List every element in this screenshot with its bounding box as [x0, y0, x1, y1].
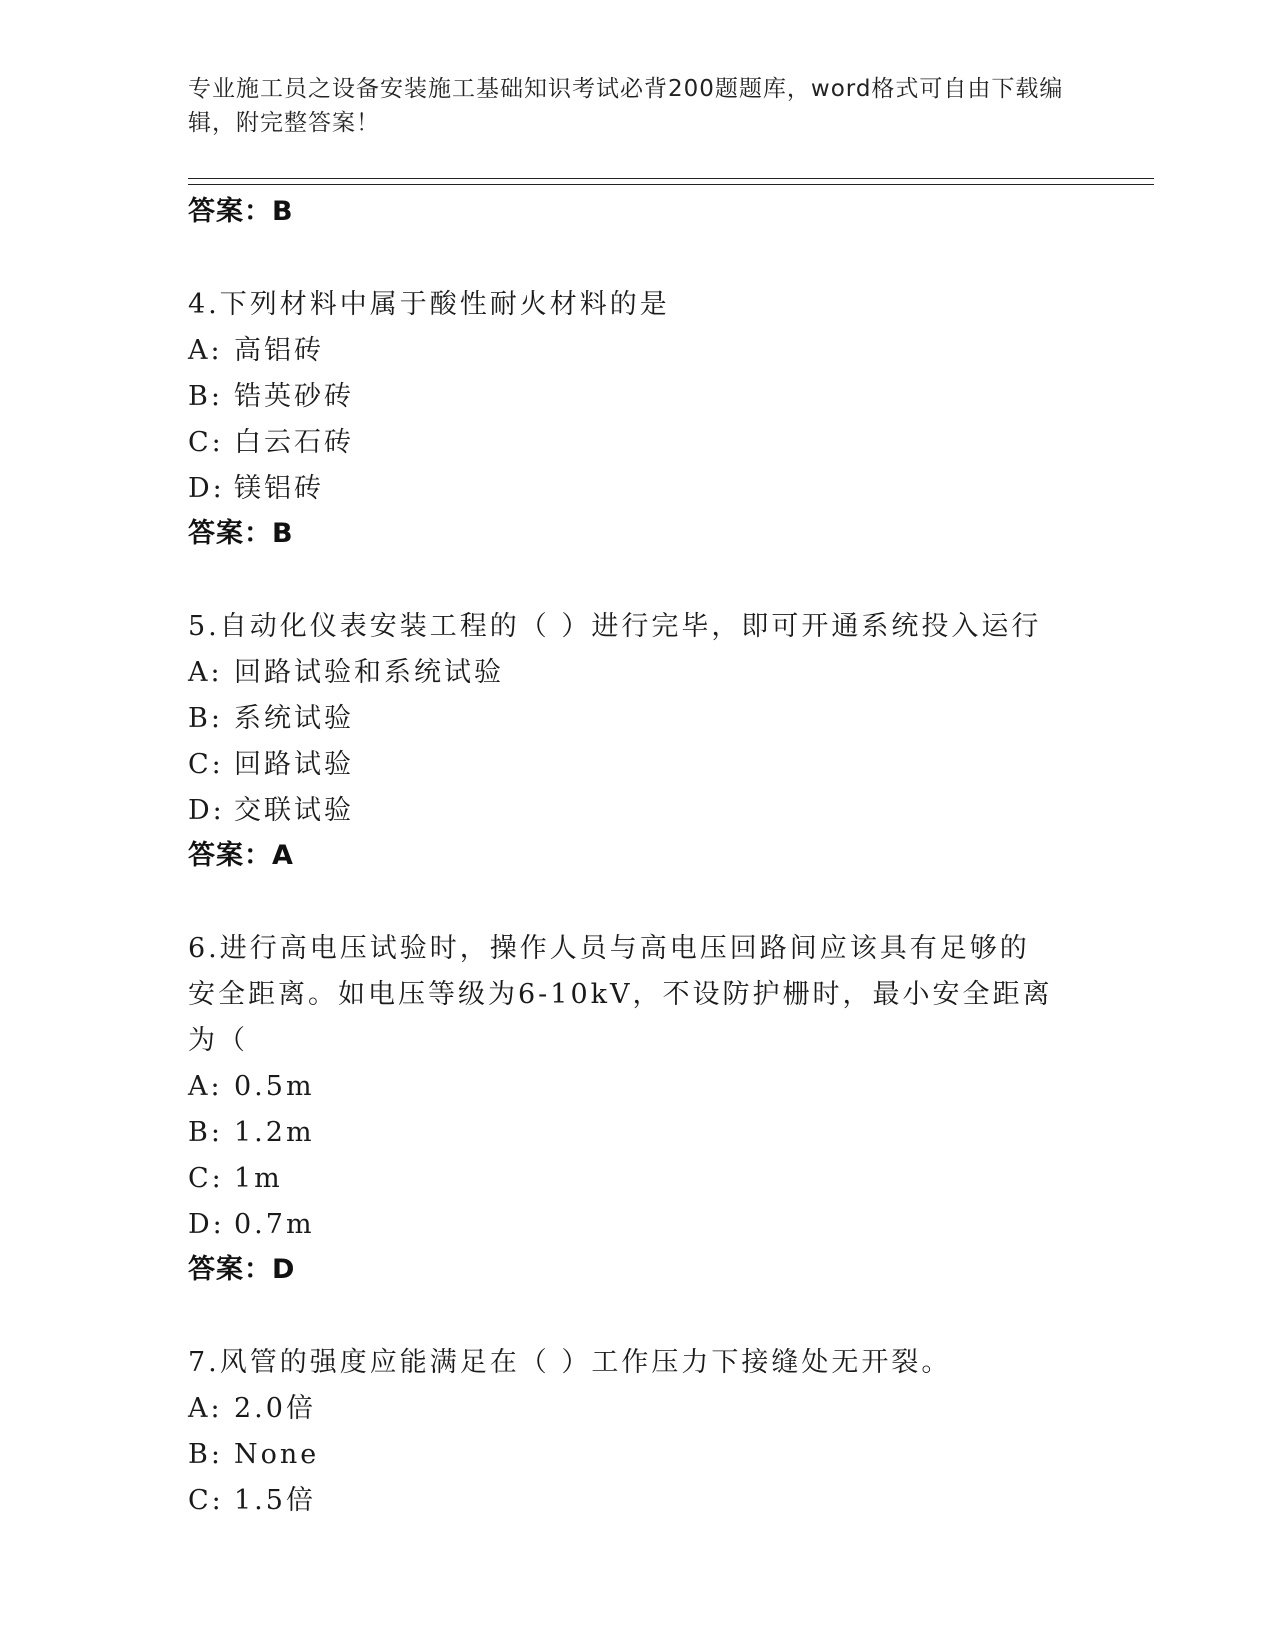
option-c [188, 1478, 1088, 1524]
option-c [188, 420, 1088, 466]
spacer [188, 1292, 1088, 1340]
option-text: 系统试验 [234, 703, 354, 734]
spacer [188, 878, 1088, 926]
option-c [188, 742, 1088, 788]
option-letter: A: [188, 657, 223, 688]
option-text: 回路试验和系统试验 [234, 657, 504, 688]
option-text: 镁铝砖 [234, 473, 324, 504]
spacer [188, 234, 1088, 282]
option-text: 交联试验 [234, 795, 354, 826]
option-b [188, 374, 1088, 420]
option-text: 锆英砂砖 [234, 381, 354, 412]
option-letter: A: [188, 1393, 223, 1424]
question-6 [188, 926, 1088, 1292]
option-letter: C: [188, 1163, 224, 1194]
question-text: 7.风管的强度应能满足在（ ）工作压力下接缝处无开裂。 [188, 1347, 952, 1378]
option-text: 回路试验 [234, 749, 354, 780]
option-letter: C: [188, 1485, 224, 1516]
question-7 [188, 1340, 1088, 1524]
option-b [188, 1110, 1088, 1156]
option-a [188, 1064, 1088, 1110]
option-d [188, 1202, 1088, 1248]
option-d [188, 466, 1088, 512]
question-list [188, 190, 1088, 1524]
option-letter: B: [188, 1117, 223, 1148]
option-a [188, 1386, 1088, 1432]
option-text: None [234, 1439, 320, 1470]
option-letter: D: [188, 1209, 225, 1240]
option-text: 0.5m [234, 1071, 315, 1102]
document-header: 专业施工员之设备安装施工基础知识考试必背200题题库，word格式可自由下载编辑，附完整答案！ [188, 76, 1064, 136]
option-text: 0.7m [234, 1209, 315, 1240]
option-letter: A: [188, 335, 223, 366]
option-letter: B: [188, 1439, 223, 1470]
option-text: 白云石砖 [234, 427, 354, 458]
question-4 [188, 282, 1088, 556]
option-letter: C: [188, 427, 224, 458]
option-a [188, 328, 1088, 374]
option-d [188, 788, 1088, 834]
option-letter: D: [188, 795, 225, 826]
option-letter: D: [188, 473, 225, 504]
spacer [188, 556, 1088, 604]
option-b [188, 1432, 1088, 1478]
question-text: 5.自动化仪表安装工程的（ ）进行完毕，即可开通系统投入运行 [188, 611, 1042, 642]
answer-line: 答案：D [188, 1254, 296, 1285]
option-letter: B: [188, 703, 223, 734]
question-5 [188, 604, 1088, 878]
option-letter: A: [188, 1071, 223, 1102]
option-letter: C: [188, 749, 224, 780]
option-letter: B: [188, 381, 223, 412]
option-text: 1m [234, 1163, 283, 1194]
question-text: 4.下列材料中属于酸性耐火材料的是 [188, 289, 670, 320]
option-b [188, 696, 1088, 742]
option-text: 1.2m [234, 1117, 315, 1148]
option-text: 1.5倍 [234, 1485, 316, 1516]
answer-line: 答案：B [188, 196, 294, 227]
option-text: 2.0倍 [234, 1393, 316, 1424]
header-divider [188, 178, 1154, 185]
option-text: 高铝砖 [234, 335, 324, 366]
option-a [188, 650, 1088, 696]
question-text: 6.进行高电压试验时，操作人员与高电压回路间应该具有足够的安全距离。如电压等级为6-10kV，不设防护栅时，最小安全距离为（ [188, 933, 1053, 1056]
option-c [188, 1156, 1088, 1202]
answer-line: 答案：A [188, 840, 294, 871]
answer-line: 答案：B [188, 518, 294, 549]
